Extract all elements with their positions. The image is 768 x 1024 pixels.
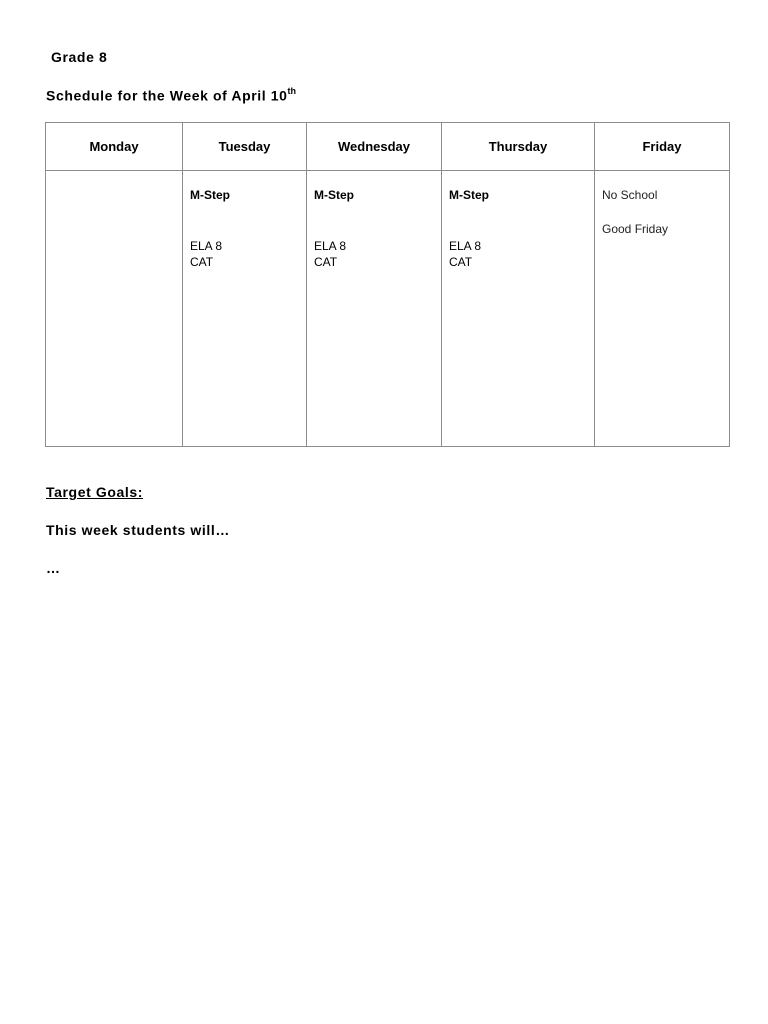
wednesday-test: CAT	[314, 255, 338, 269]
header-monday: Monday	[46, 123, 183, 171]
header-thursday: Thursday	[442, 123, 595, 171]
students-will-line: This week students will…	[46, 522, 230, 538]
tuesday-course: ELA 8	[190, 239, 223, 253]
header-wednesday: Wednesday	[307, 123, 442, 171]
friday-note-good-friday: Good Friday	[602, 222, 669, 236]
cell-friday	[595, 171, 730, 447]
wednesday-course: ELA 8	[314, 239, 347, 253]
grade-label: Grade 8	[51, 49, 108, 65]
ellipsis-line: …	[46, 560, 60, 576]
schedule-title-superscript: th	[287, 86, 297, 96]
header-friday: Friday	[595, 123, 730, 171]
cell-monday	[46, 171, 183, 447]
tuesday-exam: M-Step	[190, 188, 230, 202]
schedule-title-text: Schedule for the Week of April 10	[46, 87, 288, 104]
target-goals-heading: Target Goals:	[46, 484, 144, 500]
thursday-test: CAT	[449, 255, 473, 269]
cell-tuesday	[183, 171, 307, 447]
weekly-schedule-table	[45, 122, 730, 447]
schedule-title	[46, 87, 296, 104]
thursday-course: ELA 8	[449, 239, 482, 253]
thursday-exam: M-Step	[449, 188, 489, 202]
friday-note-no-school: No School	[602, 188, 658, 202]
header-tuesday: Tuesday	[183, 123, 307, 171]
tuesday-test: CAT	[190, 255, 214, 269]
wednesday-exam: M-Step	[314, 188, 354, 202]
schedule-header-row	[46, 123, 730, 171]
schedule-body-row	[46, 171, 730, 447]
cell-wednesday	[307, 171, 442, 447]
cell-thursday	[442, 171, 595, 447]
